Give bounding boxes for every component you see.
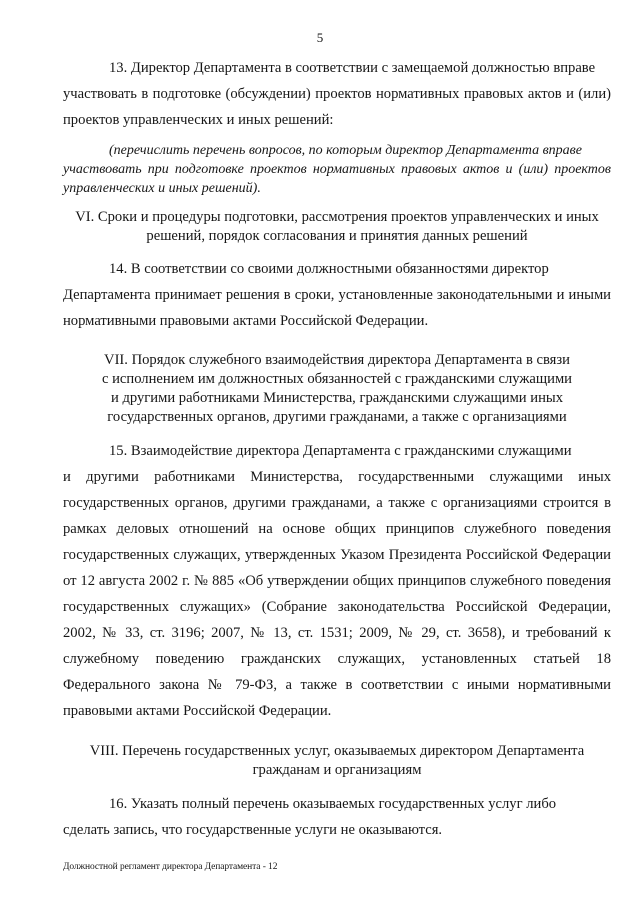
paragraph-15-first-line: 15. Взаимодействие директора Департамента с гражданскими служащими	[109, 443, 572, 459]
section-8-heading-line-1: VIII. Перечень государственных услуг, оказываемых директором Департамента	[89, 743, 585, 759]
paragraph-14-text: Департамента принимает решения в сроки, установленные законодательными и иными нормативными правовыми актами Российской Федерации.	[63, 287, 611, 329]
section-7-heading-line-2: с исполнением им должностных обязанностей с гражданскими служащими	[101, 371, 572, 387]
section-7-heading-line-4: государственных органов, другими гражданами, а также с организациями	[107, 409, 567, 425]
paragraph-16	[63, 791, 611, 843]
page-number: 5	[316, 30, 324, 45]
section-6-heading-line-2: решений, порядок согласования и принятия данных решений	[146, 228, 528, 244]
paragraph-14-first-line: 14. В соответствии со своими должностными обязанностями директор	[109, 261, 549, 277]
paragraph-16-first-line: 16. Указать полный перечень оказываемых государственных услуг либо	[109, 796, 557, 812]
paragraph-13-note-first-line: (перечислить перечень вопросов, по которым директор Департамента вправе	[109, 143, 582, 158]
page-footer: Должностной регламент директора Департамента - 12	[63, 862, 278, 872]
paragraph-13-first-line: 13. Директор Департамента в соответствии с замещаемой должностью вправе	[109, 60, 596, 76]
section-7-heading-line-3: и другими работниками Министерства, гражданскими служащими иных	[111, 390, 563, 406]
section-6-heading	[63, 208, 611, 246]
section-7-heading-line-1: VII. Порядок служебного взаимодействия директора Департамента в связи	[104, 352, 570, 368]
paragraph-16-text: сделать запись, что государственные услуги не оказываются.	[63, 822, 443, 838]
section-7-heading	[63, 351, 611, 427]
paragraph-15-text: и другими работниками Министерства, государственными служащими иных государственных органов, другими гражданами, а также с организациями строится в рамках деловых отношений на основе общих принципов служебного поведения государственных служащих, утвержденных Указом Президента Российской Федерации от 12 августа 2002 г. № 885 «Об утверждении общих принципов служебного поведения государственных служащих» (Собрание законодательства Российской Федерации, 2002, № 33, ст. 3196; 2007, № 13, ст. 1531; 2009, № 29, ст. 3658), и требований к служебному поведению гражданских служащих, установленных статьей 18 Федерального закона № 79-ФЗ, а также в соответствии с иными нормативными правовыми актами Российской Федерации.	[63, 469, 611, 719]
section-6-heading-line-1: VI. Сроки и процедуры подготовки, рассмотрения проектов управленческих и иных	[75, 209, 599, 225]
paragraph-13-text: участвовать в подготовке (обсуждении) проектов нормативных правовых актов и (или) проектов управленческих и иных решений:	[63, 86, 611, 128]
section-8-heading	[63, 742, 611, 780]
paragraph-13-note-text: участвовать при подготовке проектов нормативных правовых актов и (или) проектов управленческих и иных решений).	[63, 162, 611, 196]
paragraph-13-note	[63, 141, 611, 198]
section-8-heading-line-2: гражданам и организациям	[252, 762, 422, 778]
paragraph-15	[63, 438, 611, 724]
paragraph-13	[63, 55, 611, 133]
paragraph-14	[63, 256, 611, 334]
